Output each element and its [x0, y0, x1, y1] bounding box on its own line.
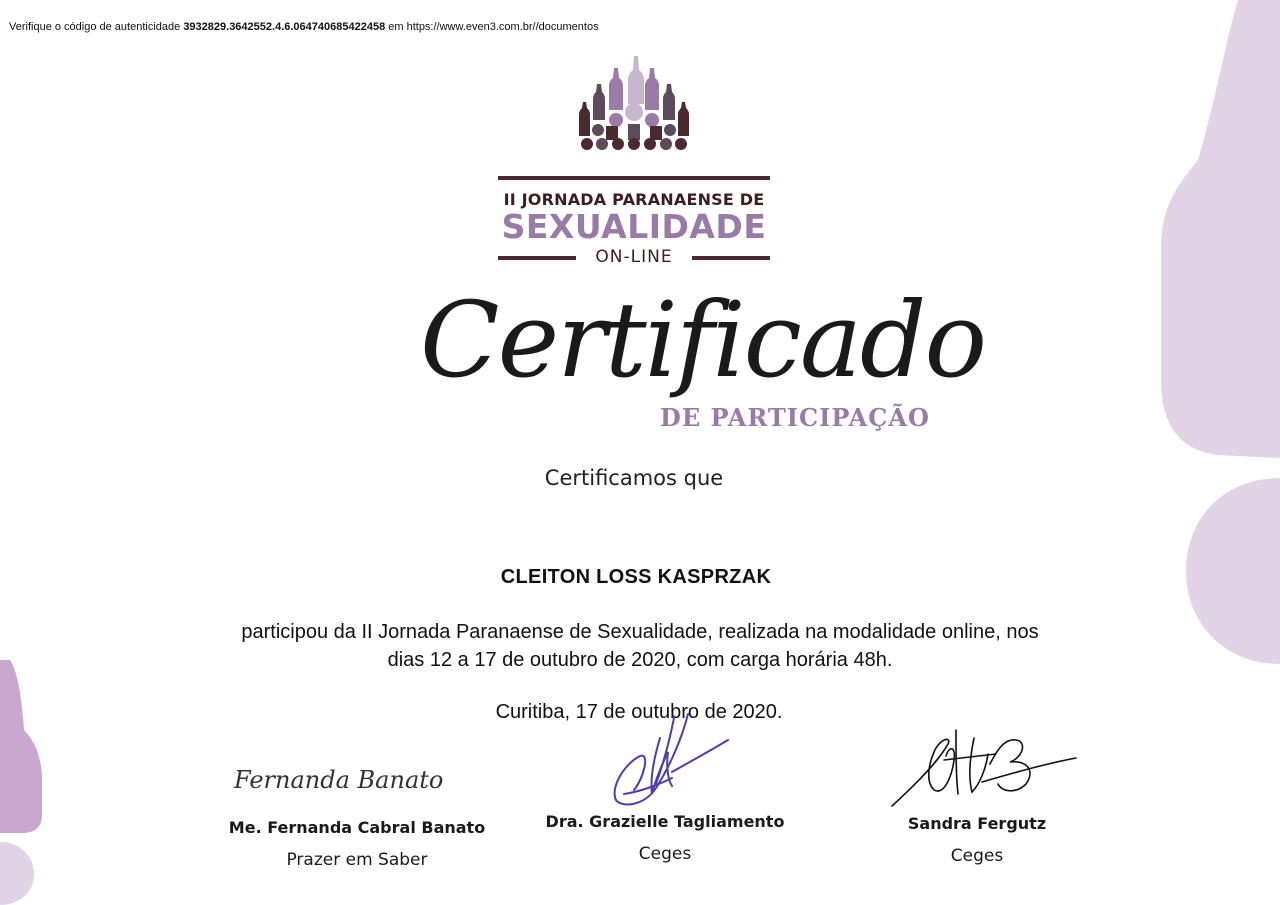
- event-title-line2: SEXUALIDADE: [501, 207, 767, 246]
- signatory-name: Me. Fernanda Cabral Banato: [228, 818, 486, 837]
- verification-line: [9, 21, 599, 33]
- signature-image-3: [886, 724, 1082, 810]
- verification-code: 3932829.3642552.4.6.064740685422458: [183, 21, 386, 33]
- event-title-rule-right: [692, 256, 770, 260]
- signatory-name: Dra. Grazielle Tagliamento: [545, 812, 785, 831]
- certificate-body-line1: participou da II Jornada Paranaense de Sexualidade, realizada na modalidade online, nos: [241, 621, 1039, 643]
- signature-block-1: [207, 818, 507, 870]
- event-title-line3: ON-LINE: [595, 247, 673, 267]
- signature-1-handwritten: Fernanda Banato: [234, 766, 444, 794]
- signatory-name: Sandra Fergutz: [907, 814, 1047, 833]
- signature-block-2: [515, 812, 815, 864]
- certificate-body: [200, 618, 1080, 674]
- participant-name: CLEITON LOSS KASPRZAK: [500, 566, 772, 588]
- signature-image-2: [604, 708, 734, 812]
- certify-lead-text: Certificamos que: [544, 466, 724, 490]
- signatory-organization: Ceges: [638, 844, 692, 864]
- deco-left-bottom-circle: [0, 842, 36, 905]
- signatory-organization: Prazer em Saber: [286, 850, 428, 870]
- event-title-top-rule: [498, 176, 770, 180]
- certificate-subtitle: DE PARTICIPAÇÃO: [660, 403, 930, 432]
- place-and-date: Curitiba, 17 de outubro de 2020.: [495, 701, 783, 723]
- certificate-title: Certificado: [420, 279, 986, 401]
- verification-prefix: Verifique o código de autenticidade: [9, 21, 181, 33]
- verification-suffix: em https://www.even3.com.br//documentos: [388, 21, 599, 33]
- signature-block-3: [827, 814, 1127, 866]
- signature-image-1: [228, 758, 506, 802]
- event-title-block: [498, 176, 770, 268]
- deco-left-lower-shape: [0, 660, 44, 835]
- event-logo: [576, 54, 692, 154]
- signatory-organization: Ceges: [950, 846, 1004, 866]
- certificate-body-line2: dias 12 a 17 de outubro de 2020, com carga horária 48h.: [387, 649, 893, 671]
- deco-right-upper-shape: [1158, 0, 1280, 460]
- event-title-line1: II JORNADA PARANAENSE DE: [503, 190, 765, 209]
